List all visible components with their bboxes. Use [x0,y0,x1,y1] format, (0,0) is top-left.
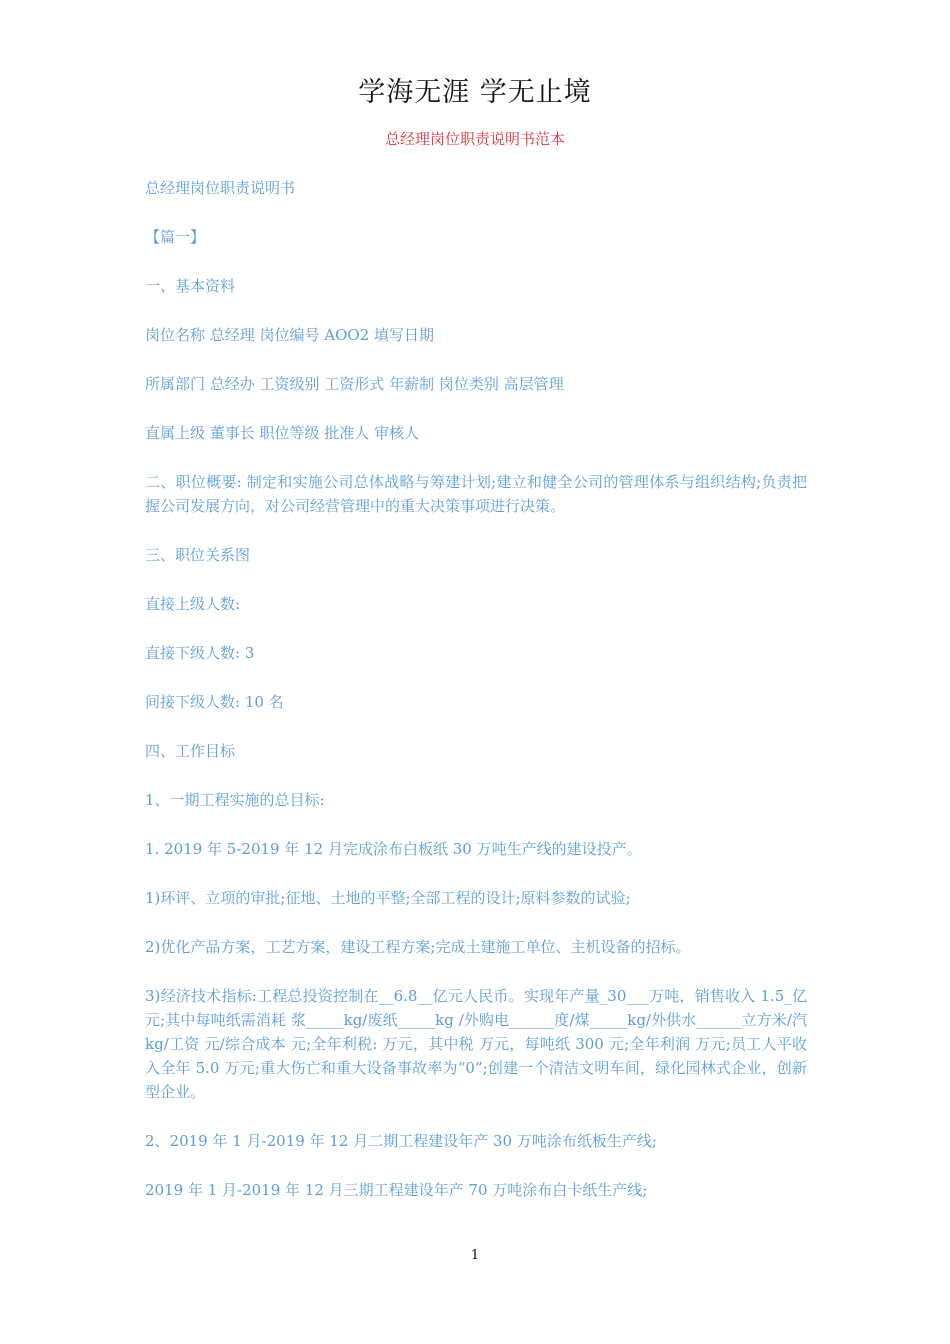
info-line: 间接下级人数: 10 名 [145,693,284,711]
section-heading: 三、职位关系图 [145,546,251,564]
info-line: 岗位名称 总经理 岗位编号 AOO2 填写日期 [145,326,435,344]
part-label: 【篇一】 [145,228,206,246]
section-heading: 总经理岗位职责说明书 [145,179,296,197]
info-line: 直属上级 董事长 职位等级 批准人 审核人 [145,424,420,442]
list-item: 1. 2019 年 5-2019 年 12 月完成涂布白板纸 30 万吨生产线的建设投产。 [145,840,642,858]
info-line: 所属部门 总经办 工资级别 工资形式 年薪制 岗位类别 高层管理 [145,375,564,393]
list-item: 1)环评、立项的审批;征地、土地的平整;全部工程的设计;原料参数的试验; [145,889,631,907]
document-title: 总经理岗位职责说明书范本 [384,130,565,148]
section-heading: 一、基本资料 [145,277,236,295]
paragraph: 二、职位概要: 制定和实施公司总体战略与筹建计划;建立和健全公司的管理体系与组织结构;负责把握公司发展方向，对公司经营管理中的重大决策事项进行决策。 [145,473,807,515]
list-item: 2、2019 年 1 月-2019 年 12 月二期工程建设年产 30 万吨涂布纸板生产线; [145,1132,657,1150]
paragraph: 3)经济技术指标:工程总投资控制在__6.8__亿元人民币。实现年产量_30___万吨，销售收入 1.5_亿元;其中每吨纸需消耗 浆_____kg/废纸_____kg /外购电______度/煤_____kg/外供水______立方米/汽 kg/工资 元/综合成本 元;全年利税: 万元，其中税 万元，每吨纸 300 元;全年利润 万元;员工人平收入全年 5.0 万元;重大伤亡和重大设备事故率为“0”;创建一个清洁文明车间，绿化园林式企业，创新型企业。 [145,987,807,1101]
list-item: 2019 年 1 月-2019 年 12 月三期工程建设年产 70 万吨涂布白卡纸生产线; [145,1181,648,1199]
list-heading: 1、一期工程实施的总目标: [145,791,325,809]
section-heading: 四、工作目标 [145,742,236,760]
list-item: 2)优化产品方案，工艺方案，建设工程方案;完成土建施工单位、主机设备的招标。 [145,938,691,956]
info-line: 直接下级人数: 3 [145,644,255,662]
header-slogan: 学海无涯 学无止境 [358,77,592,108]
info-line: 直接上级人数: [145,595,241,613]
document-body [145,176,807,1227]
page-number: 1 [470,1248,480,1263]
